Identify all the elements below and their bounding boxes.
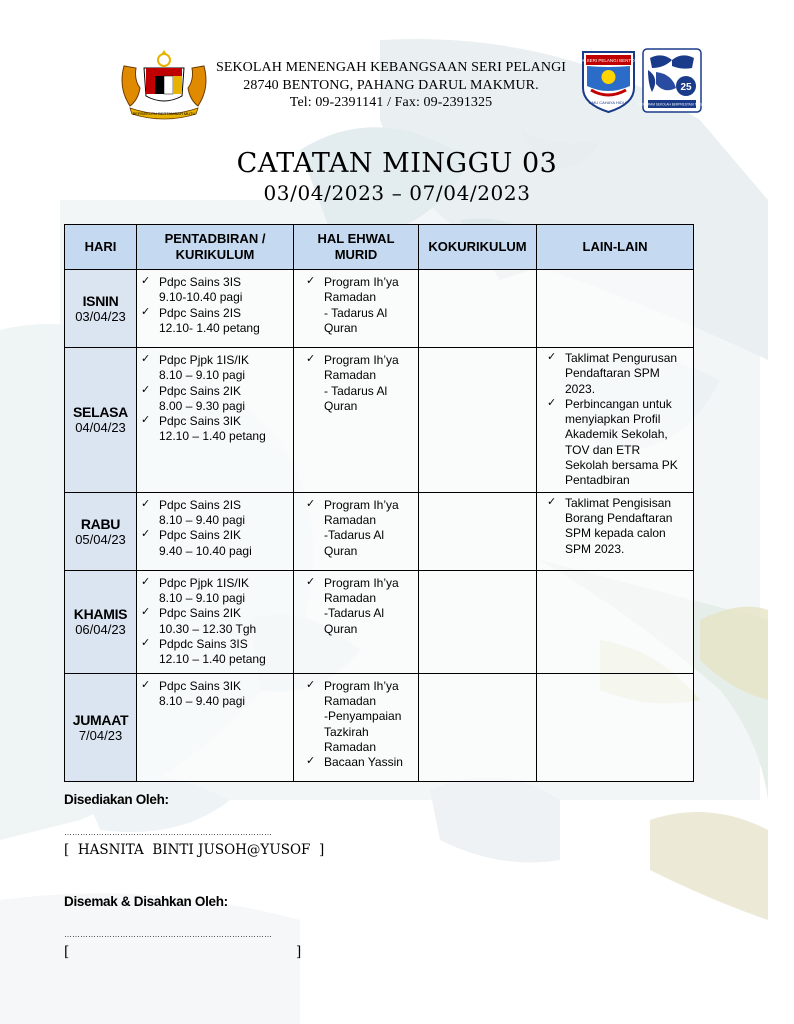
hem-list bbox=[324, 498, 416, 559]
list-item-line: 8.10 – 9.10 pagi bbox=[159, 590, 246, 605]
table-row bbox=[65, 348, 694, 493]
badge-motto: ILMU CAHAYA HIDUP bbox=[588, 100, 629, 105]
date-range: 03/04/2023 – 07/04/2023 bbox=[263, 181, 531, 205]
logo25-caption: PROGRAM SEKOLAH BERPRESTASI TINGGI bbox=[638, 102, 706, 107]
list-item-line: ✓ Pdpc Sains 2IK bbox=[159, 528, 242, 543]
kurikulum-list bbox=[159, 275, 289, 336]
school-contact: Tel: 09-2391141 / Fax: 09-2391325 bbox=[289, 95, 493, 110]
weekly-schedule-table bbox=[64, 224, 694, 782]
list-item bbox=[324, 275, 416, 336]
list-item-line: ✓ Pdpc Sains 2IS bbox=[159, 497, 242, 512]
verified-name-bracket-close: ] bbox=[296, 944, 302, 960]
col-kurikulum bbox=[137, 225, 294, 270]
list-item-line: ✓ Pdpc Sains 3IK bbox=[159, 414, 242, 429]
list-item-line: ✓ Program Ih’ya bbox=[324, 353, 399, 367]
list-item-line: ✓ Program Ih’ya bbox=[324, 497, 399, 512]
kurikulum-cell bbox=[137, 570, 294, 673]
kokurikulum-cell bbox=[419, 348, 537, 493]
day-name: SELASA bbox=[73, 404, 128, 421]
list-item bbox=[159, 606, 289, 637]
kurikulum-list bbox=[159, 576, 289, 668]
hem-list bbox=[324, 576, 416, 637]
table-row bbox=[65, 270, 694, 348]
list-item-line: Ramadan bbox=[324, 739, 377, 754]
school-name: SEKOLAH MENENGAH KEBANGSAAN SERI PELANGI bbox=[215, 60, 567, 75]
list-item-line: ✓ Perbincangan untuk bbox=[565, 396, 672, 411]
list-item-line: menyiapkan Profil bbox=[565, 412, 661, 427]
kurikulum-cell bbox=[137, 270, 294, 348]
list-item bbox=[159, 528, 289, 559]
school-badge-icon bbox=[575, 50, 642, 113]
kurikulum-cell bbox=[137, 348, 294, 493]
list-item-line: 8.10 – 9.40 pagi bbox=[159, 512, 246, 527]
list-item-line: -Penyampaian bbox=[324, 709, 402, 724]
list-item-line: 9.10-10.40 pagi bbox=[159, 290, 243, 305]
day-cell bbox=[65, 492, 137, 570]
list-item-line: 12.10- 1.40 petang bbox=[159, 320, 260, 335]
hem-cell bbox=[294, 348, 419, 493]
prestasi-tinggi-25-logo-icon bbox=[638, 48, 706, 113]
list-item bbox=[324, 679, 416, 755]
list-item-line: Quran bbox=[324, 398, 358, 413]
table-row bbox=[65, 492, 694, 570]
day-cell bbox=[65, 673, 137, 781]
list-item-line: ✓ Bacaan Yassin bbox=[324, 755, 403, 770]
kurikulum-list bbox=[159, 679, 289, 710]
lain-list bbox=[565, 496, 691, 557]
list-item-line: ✓ Pdpc Pjpk 1IS/IK bbox=[159, 575, 250, 590]
table-body bbox=[65, 270, 694, 782]
day-cell bbox=[65, 348, 137, 493]
list-item bbox=[159, 384, 289, 415]
list-item-line: Ramadan bbox=[324, 368, 377, 383]
list-item-line: Sekolah bersama PK bbox=[565, 458, 678, 473]
list-item-line: Tazkirah bbox=[324, 724, 369, 739]
hem-cell bbox=[294, 270, 419, 348]
hem-cell bbox=[294, 673, 419, 781]
day-date: 05/04/23 bbox=[75, 531, 126, 547]
kurikulum-list bbox=[159, 353, 289, 445]
list-item bbox=[159, 576, 289, 607]
list-item-line: - Tadarus Al bbox=[324, 305, 388, 320]
lain-cell bbox=[537, 348, 694, 493]
kokurikulum-cell bbox=[419, 570, 537, 673]
list-item bbox=[565, 397, 691, 489]
kokurikulum-cell bbox=[419, 673, 537, 781]
kurikulum-list bbox=[159, 498, 289, 559]
list-item bbox=[159, 353, 289, 384]
prepared-signature-line: …………………………………………………………………… bbox=[64, 828, 272, 837]
verified-name-bracket-open: [ bbox=[64, 944, 70, 960]
list-item-line: 2023. bbox=[565, 381, 596, 396]
list-item bbox=[159, 306, 289, 337]
hem-cell bbox=[294, 492, 419, 570]
logo25-number: 25 bbox=[680, 82, 692, 93]
day-name: RABU bbox=[80, 515, 121, 532]
page-title: CATATAN MINGGU 03 bbox=[236, 148, 558, 179]
list-item-line: ✓ Pdpc Sains 3IK bbox=[159, 678, 242, 693]
day-cell bbox=[65, 570, 137, 673]
col-hem-label: HAL EHWAL MURID bbox=[317, 231, 395, 262]
day-name: ISNIN bbox=[82, 293, 119, 309]
list-item-line: Pentadbiran bbox=[565, 473, 630, 488]
list-item-line: ✓ Pdpdc Sains 3IS bbox=[159, 636, 248, 651]
list-item-line: 10.30 – 12.30 Tgh bbox=[159, 621, 257, 636]
kokurikulum-cell bbox=[419, 270, 537, 348]
list-item bbox=[565, 351, 691, 397]
list-item bbox=[159, 414, 289, 445]
list-item-line: -Tadarus Al bbox=[324, 528, 385, 543]
list-item-line: - Tadarus Al bbox=[324, 383, 388, 398]
list-item-line: Pendaftaran SPM bbox=[565, 366, 660, 381]
col-hem bbox=[294, 225, 419, 270]
day-date: 04/04/23 bbox=[75, 420, 126, 436]
list-item bbox=[159, 679, 289, 710]
list-item-line: Akademik Sekolah, bbox=[565, 427, 668, 442]
day-date: 7/04/23 bbox=[78, 727, 123, 743]
list-item-line: 8.00 – 9.30 pagi bbox=[159, 398, 246, 413]
lain-cell bbox=[537, 673, 694, 781]
list-item-line: ✓ Pdpc Sains 2IK bbox=[159, 606, 242, 621]
list-item-line: 8.10 – 9.40 pagi bbox=[159, 693, 246, 708]
list-item bbox=[565, 496, 691, 557]
list-item-line: Quran bbox=[324, 543, 358, 558]
list-item-line: ✓ Taklimat Pengisisan bbox=[565, 495, 672, 510]
lain-cell bbox=[537, 570, 694, 673]
school-address: 28740 BENTONG, PAHANG DARUL MAKMUR. bbox=[243, 78, 539, 93]
list-item-line: Quran bbox=[324, 320, 358, 335]
list-item-line: ✓ Program Ih’ya bbox=[324, 678, 399, 693]
list-item-line: ✓ Pdpc Sains 2IK bbox=[159, 383, 242, 398]
lain-cell bbox=[537, 270, 694, 348]
hem-cell bbox=[294, 570, 419, 673]
table-header-row bbox=[65, 225, 694, 270]
col-kokurikulum: KOKURIKULUM bbox=[419, 225, 537, 270]
list-item bbox=[159, 498, 289, 529]
list-item-line: TOV dan ETR bbox=[565, 442, 641, 457]
day-date: 03/04/23 bbox=[75, 309, 126, 324]
verified-label: Disemak & Disahkan Oleh: bbox=[64, 894, 228, 909]
list-item bbox=[324, 353, 416, 414]
list-item-line: ✓ Pdpc Sains 3IS bbox=[159, 275, 242, 289]
list-item bbox=[159, 637, 289, 668]
lain-cell bbox=[537, 492, 694, 570]
list-item-line: Ramadan bbox=[324, 290, 377, 305]
kokurikulum-cell bbox=[419, 492, 537, 570]
list-item-line: ✓ Program Ih’ya bbox=[324, 275, 399, 289]
table-row bbox=[65, 570, 694, 673]
prepared-label: Disediakan Oleh: bbox=[64, 792, 169, 807]
badge-title: SMK SERI PELANGI BENTONG bbox=[575, 58, 642, 63]
list-item-line: SPM 2023. bbox=[565, 541, 625, 556]
list-item-line: 9.40 – 10.40 pagi bbox=[159, 543, 252, 558]
list-item-line: -Tadarus Al bbox=[324, 606, 385, 621]
hem-list bbox=[324, 275, 416, 336]
list-item bbox=[159, 275, 289, 306]
list-item bbox=[324, 755, 416, 770]
list-item-line: 8.10 – 9.10 pagi bbox=[159, 368, 246, 383]
lain-list bbox=[565, 351, 691, 489]
list-item-line: ✓ Taklimat Pengurusan bbox=[565, 351, 678, 365]
list-item-line: Ramadan bbox=[324, 512, 377, 527]
col-hari: HARI bbox=[65, 225, 137, 270]
list-item bbox=[324, 498, 416, 559]
list-item-line: Borang Pendaftaran bbox=[565, 510, 673, 525]
list-item-line: Ramadan bbox=[324, 590, 377, 605]
list-item-line: 12.10 – 1.40 petang bbox=[159, 429, 266, 444]
col-kurikulum-label: PENTADBIRAN / KURIKULUM bbox=[164, 231, 266, 262]
table-row bbox=[65, 673, 694, 781]
list-item-line: SPM kepada calon bbox=[565, 526, 666, 541]
crest-caption: BERSEKUTU BERTAMBAH MUTU bbox=[132, 111, 196, 116]
day-cell bbox=[65, 270, 137, 348]
list-item-line: ✓ Pdpc Sains 2IS bbox=[159, 305, 242, 320]
list-item-line: Ramadan bbox=[324, 693, 377, 708]
list-item-line: 12.10 – 1.40 petang bbox=[159, 652, 266, 667]
kurikulum-cell bbox=[137, 673, 294, 781]
list-item bbox=[324, 576, 416, 637]
list-item-line: Quran bbox=[324, 621, 358, 636]
hem-list bbox=[324, 353, 416, 414]
prepared-name: [ HASNITA BINTI JUSOH@YUSOF ] bbox=[64, 842, 325, 858]
col-lain: LAIN-LAIN bbox=[537, 225, 694, 270]
kurikulum-cell bbox=[137, 492, 294, 570]
list-item-line: ✓ Program Ih’ya bbox=[324, 575, 399, 590]
hem-list bbox=[324, 679, 416, 771]
day-name: JUMAAT bbox=[72, 711, 129, 728]
verified-signature-line: …………………………………………………………………… bbox=[64, 930, 272, 939]
list-item-line: ✓ Pdpc Pjpk 1IS/IK bbox=[159, 353, 250, 367]
day-date: 06/04/23 bbox=[75, 622, 126, 638]
day-name: KHAMIS bbox=[73, 606, 128, 623]
